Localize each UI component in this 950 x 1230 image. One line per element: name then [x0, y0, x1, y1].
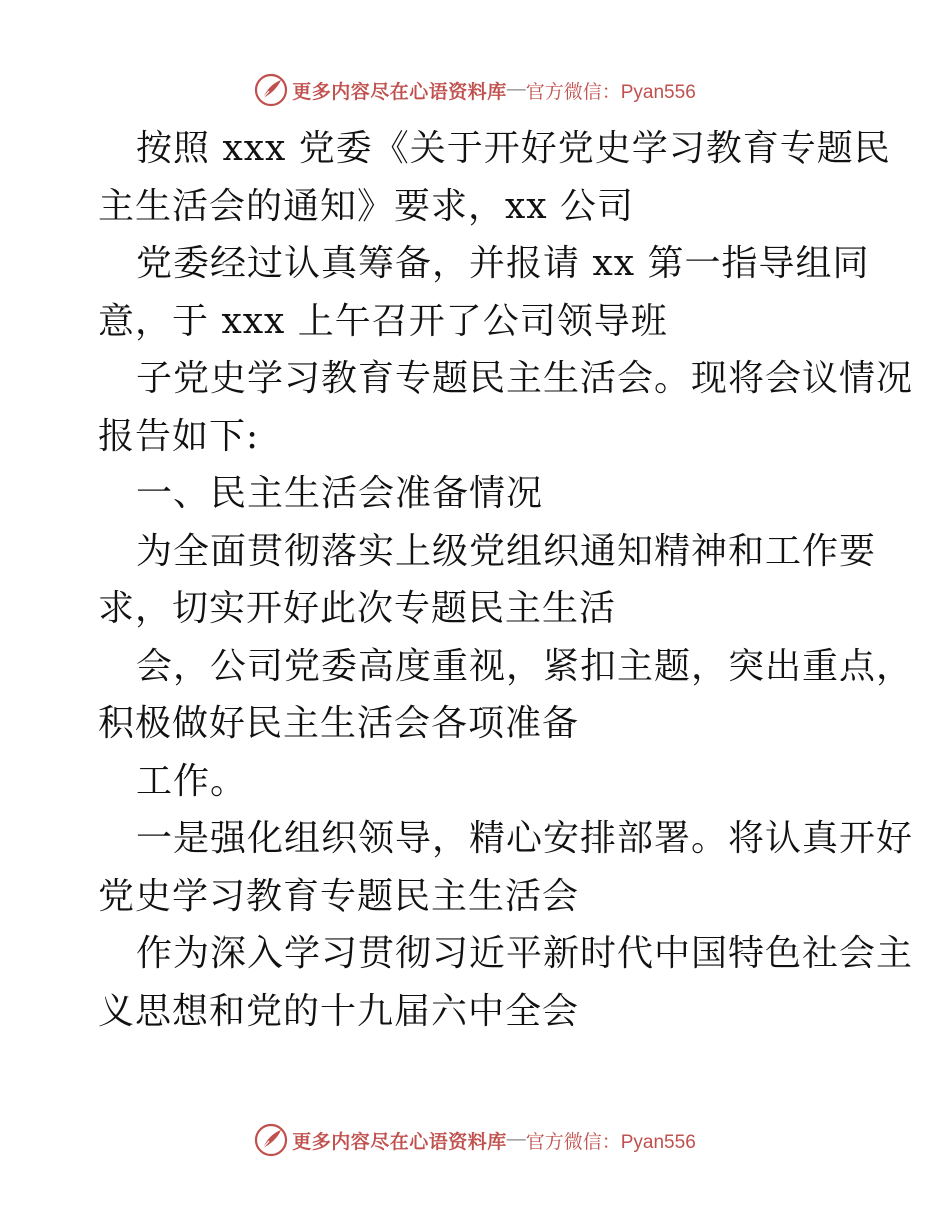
- text-line: 党委经过认真筹备，并报请 xx 第一指导组同: [136, 243, 870, 284]
- quill-logo-icon: [254, 1123, 288, 1157]
- footer-watermark-banner: [0, 1120, 950, 1160]
- text-line: 义思想和党的十九届六中全会: [98, 990, 580, 1032]
- brand-text: 更多内容尽在心语资料库: [292, 1131, 507, 1153]
- text-line: 意，于 xxx 上午召开了公司领导班: [98, 300, 668, 342]
- text-line: 积极做好民主生活会各项准备: [98, 703, 580, 744]
- text-line: 工作。: [136, 760, 248, 802]
- text-line: 作为深入学习贯彻习近平新时代中国特色社会主: [136, 933, 914, 974]
- text-line: 子党史学习教育专题民主生活会。现将会议情况: [136, 358, 914, 399]
- text-line: 报告如下:: [98, 415, 260, 457]
- quill-logo-icon: [254, 73, 288, 107]
- text-line: 按照 xxx 党委《关于开好党史学习教育专题民: [136, 128, 891, 169]
- wechat-text: 官方微信：Pyan556: [525, 81, 696, 103]
- text-line: 会，公司党委高度重视，紧扣主题，突出重点，: [136, 645, 914, 687]
- banner-dash: —: [506, 79, 526, 100]
- text-line: 一是强化组织领导，精心安排部署。将认真开好: [136, 818, 914, 859]
- text-line: 党史学习教育专题民主生活会: [98, 875, 580, 917]
- header-watermark-banner: [0, 70, 950, 110]
- wechat-text: 官方微信：Pyan556: [525, 1131, 696, 1153]
- text-line: 求，切实开好此次专题民主生活: [98, 588, 617, 629]
- text-line: 一、民主生活会准备情况: [136, 473, 544, 514]
- text-line: 主生活会的通知》要求，xx 公司: [98, 185, 635, 227]
- text-line: 为全面贯彻落实上级党组织通知精神和工作要: [136, 530, 877, 572]
- brand-text: 更多内容尽在心语资料库: [292, 81, 507, 103]
- body-text: [98, 120, 914, 1040]
- banner-dash: —: [506, 1129, 526, 1150]
